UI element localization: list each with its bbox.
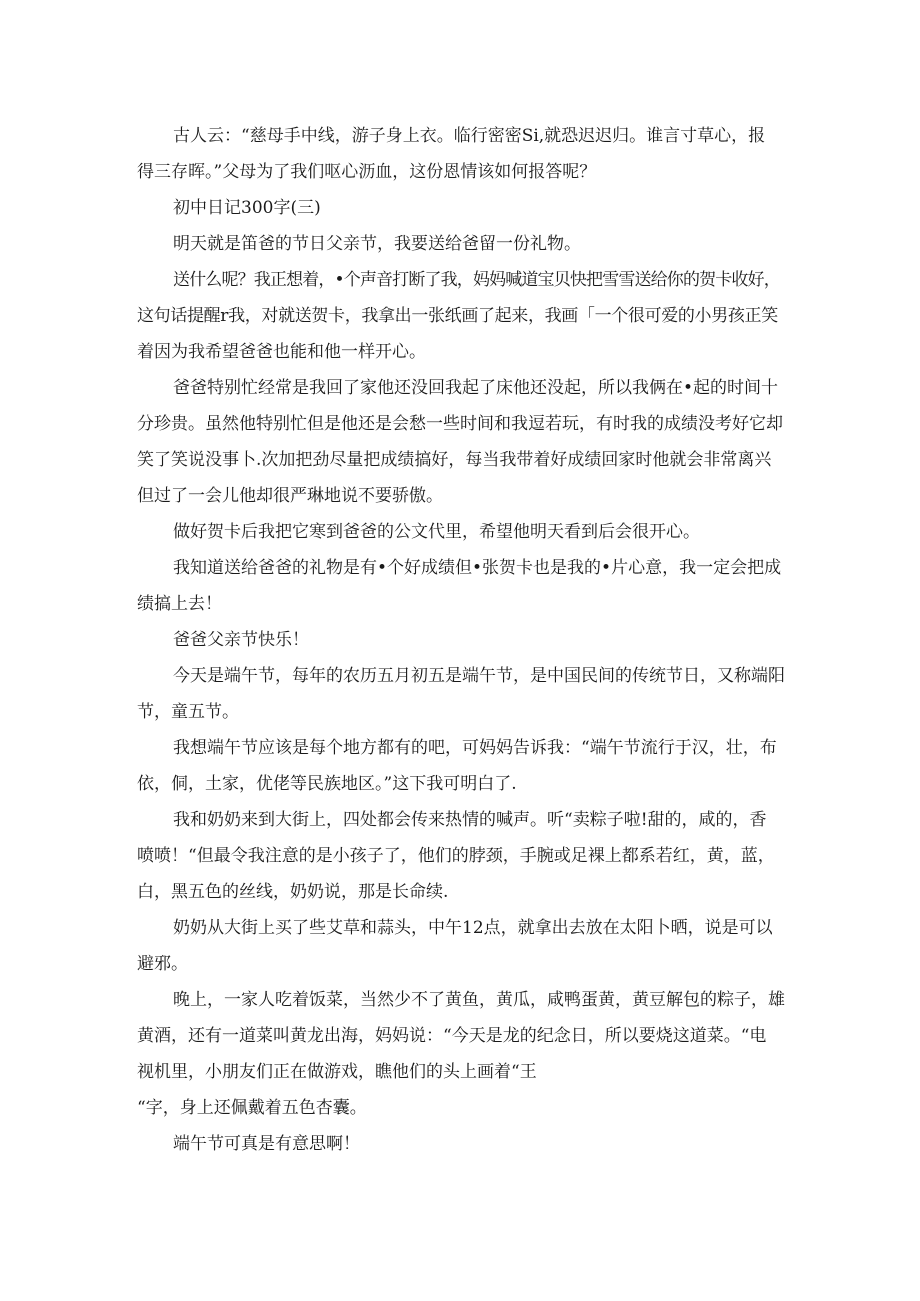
- text-line: 奶奶从大街上买了些艾草和蒜头，中午12点，就拿出去放在太阳卜晒，说是可以: [173, 918, 773, 938]
- text-line: 避邪。: [137, 954, 188, 974]
- text-line: 喷喷！“但最令我注意的是小孩子了，他们的脖颈，手腕或足裸上都系若红，黄，蓝，: [137, 846, 775, 866]
- text-line: 今天是端午节，每年的农历五月初五是端午节，是中国民间的传统节日，又称端阳: [173, 666, 785, 686]
- text-line: 明天就是笛爸的节日父亲节，我要送给爸留一份礼物。: [173, 234, 581, 254]
- text-line: 白，黑五色的丝线，奶奶说，那是长命续.: [137, 882, 449, 902]
- text-line: 我知道送给爸爸的礼物是有•个好成绩但•张贺卡也是我的•片心意，我一定会把成: [173, 558, 782, 578]
- text-line: 着因为我希望爸爸也能和他一样开心。: [137, 342, 426, 362]
- text-line: 节，童五节。: [137, 702, 239, 722]
- text-line: 依，侗，土家，优佬等民族地区。”这下我可明白了.: [137, 774, 517, 794]
- text-line: 爸爸父亲节快乐！: [173, 630, 309, 650]
- text-line: 送什么呢？我正想着，•个声音打断了我，妈妈喊道宝贝快把雪雪送给你的贺卡收好，: [173, 270, 780, 290]
- text-line: 初中日记300字(三): [173, 198, 321, 218]
- document-body: [137, 118, 785, 1162]
- text-line: 得三存晖。”父母为了我们呕心沥血，这份恩情该如何报答呢？: [137, 162, 597, 182]
- text-line: 黄酒，还有一道菜叫黄龙出海，妈妈说：“今天是龙的纪念日，所以要烧这道菜。“电: [137, 1026, 767, 1046]
- text-line: 绩搞上去！: [137, 594, 222, 614]
- text-line: 晚上，一家人吃着饭菜，当然少不了黄鱼，黄瓜，咸鸭蛋黄，黄豆解包的粽子，雄: [173, 990, 785, 1010]
- text-line: 做好贺卡后我把它寒到爸爸的公文代里，希望他明天看到后会很开心。: [173, 522, 700, 542]
- text-line: 我想端午节应该是每个地方都有的吧，可妈妈告诉我：“端午节流行于汉，壮，布: [173, 738, 777, 758]
- text-line: 端午节可真是有意思啊！: [173, 1134, 360, 1154]
- text-line: 视机里，小朋友们正在做游戏，瞧他们的头上画着“王: [137, 1062, 537, 1082]
- text-line: 爸爸特别忙经常是我回了家他还没回我起了床他还没起，所以我俩在•起的时间十: [173, 378, 779, 398]
- text-line: 笑了笑说没事卜.次加把劲尽量把成绩搞好，每当我带着好成绩回家时他就会非常离兴: [137, 450, 772, 470]
- text-line: 但过了一会儿他却很严琳地说不要骄傲。: [137, 486, 443, 506]
- text-line: 分珍贵。虽然他特别忙但是他还是会愁一些时间和我逗若玩，有时我的成绩没考好它却: [137, 414, 783, 434]
- text-line: 我和奶奶来到大街上，四处都会传来热情的喊声。听“卖粽子啦!甜的，咸的，香: [173, 810, 767, 830]
- text-line: “字，身上还佩戴着五色杏囊。: [137, 1098, 367, 1118]
- text-line: 古人云：“慈母手中线，游子身上衣。临行密密Si,就恐迟迟归。谁言寸草心，报: [173, 126, 766, 146]
- text-line: 这句话提醒r我，对就送贺卡，我拿出一张纸画了起来，我画「一个很可爱的小男孩正笑: [137, 306, 778, 326]
